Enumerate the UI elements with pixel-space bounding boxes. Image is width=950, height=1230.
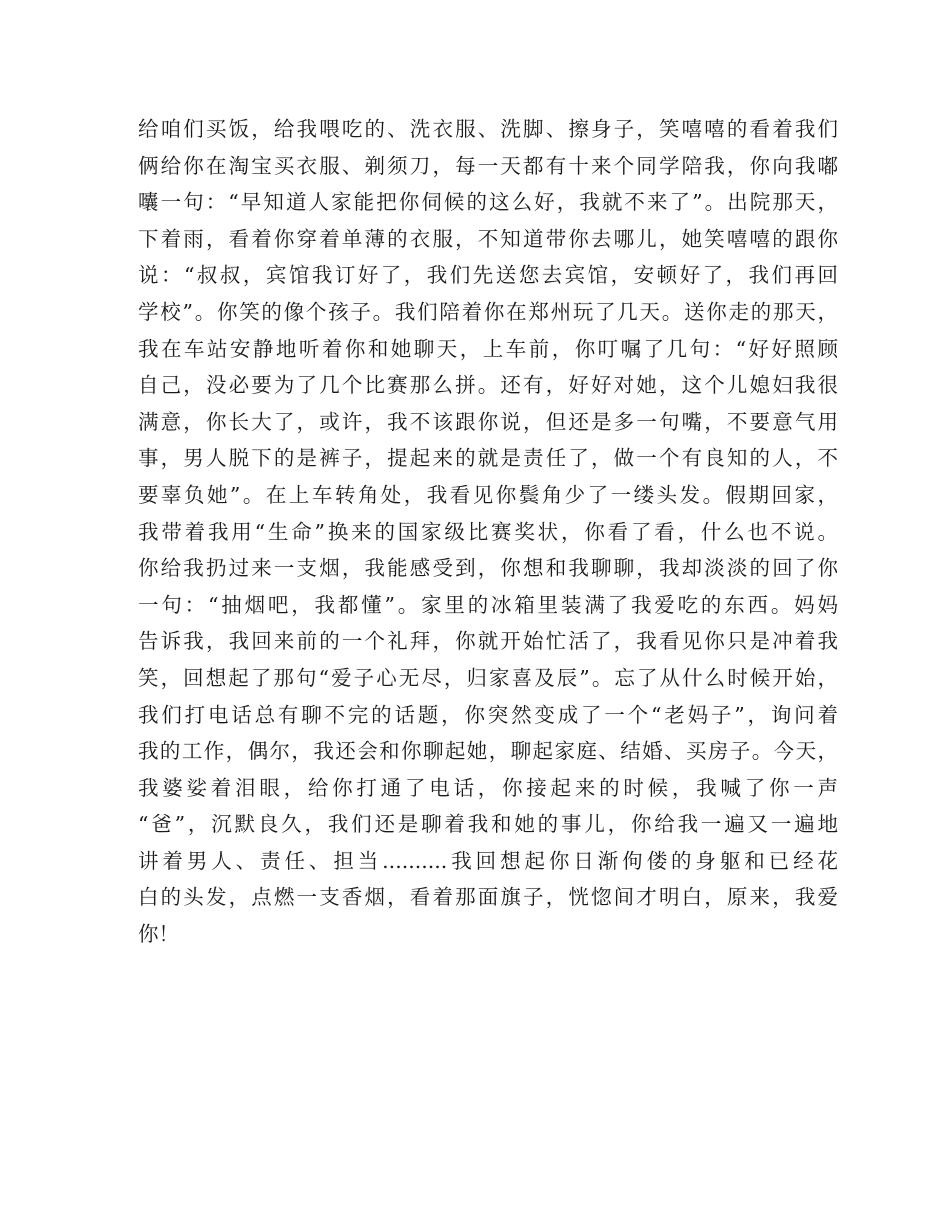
text-line: 我带着我用“生命”换来的国家级比赛奖状，你看了看，什么也不说。 [138, 519, 838, 544]
text-line: 我们打电话总有聊不完的话题，你突然变成了一个“老妈子”，询问着 [138, 702, 838, 727]
body-paragraph [138, 111, 838, 953]
text-line: 你给我扔过来一支烟，我能感受到，你想和我聊聊，我却淡淡的回了你 [138, 556, 838, 581]
text-line: 要辜负她”。在上车转角处，我看见你鬓角少了一缕头发。假期回家， [138, 482, 838, 507]
text-line: 囔一句：“早知道人家能把你伺候的这么好，我就不来了”。出院那天， [138, 190, 838, 215]
text-line: 你！ [138, 922, 179, 947]
text-line: 我在车站安静地听着你和她聊天，上车前，你叮嘱了几句：“好好照顾 [138, 336, 838, 361]
text-line: 讲着男人、责任、担当..........我回想起你日渐佝偻的身躯和已经花 [138, 848, 838, 873]
text-line: 下着雨，看着你穿着单薄的衣服，不知道带你去哪儿，她笑嘻嘻的跟你 [138, 226, 838, 251]
text-line: 白的头发，点燃一支香烟，看着那面旗子，恍惚间才明白，原来，我爱 [138, 885, 838, 910]
text-line: “爸”，沉默良久，我们还是聊着我和她的事儿，你给我一遍又一遍地 [138, 812, 838, 837]
text-line: 一句：“抽烟吧，我都懂”。家里的冰箱里装满了我爱吃的东西。妈妈 [138, 592, 838, 617]
text-line: 给咱们买饭，给我喂吃的、洗衣服、洗脚、擦身子，笑嘻嘻的看着我们 [138, 117, 838, 141]
text-line: 事，男人脱下的是裤子，提起来的就是责任了，做一个有良知的人，不 [138, 446, 838, 471]
text-line: 我婆娑着泪眼，给你打通了电话，你接起来的时候，我喊了你一声 [138, 775, 838, 800]
text-line: 满意，你长大了，或许，我不该跟你说，但还是多一句嘴，不要意气用 [138, 409, 838, 434]
text-line: 说：“叔叔，宾馆我订好了，我们先送您去宾馆，安顿好了，我们再回 [138, 263, 838, 288]
text-line: 俩给你在淘宝买衣服、剃须刀，每一天都有十来个同学陪我，你向我嘟 [138, 153, 838, 178]
text-line: 告诉我，我回来前的一个礼拜，你就开始忙活了，我看见你只是冲着我 [138, 629, 838, 654]
text-line: 自己，没必要为了几个比赛那么拼。还有，好好对她，这个儿媳妇我很 [138, 373, 838, 398]
text-line: 我的工作，偶尔，我还会和你聊起她，聊起家庭、结婚、买房子。今天， [138, 739, 838, 764]
text-line: 笑，回想起了那句“爱子心无尽，归家喜及辰”。忘了从什么时候开始， [138, 665, 838, 690]
text-line: 学校”。你笑的像个孩子。我们陪着你在郑州玩了几天。送你走的那天， [138, 299, 838, 324]
